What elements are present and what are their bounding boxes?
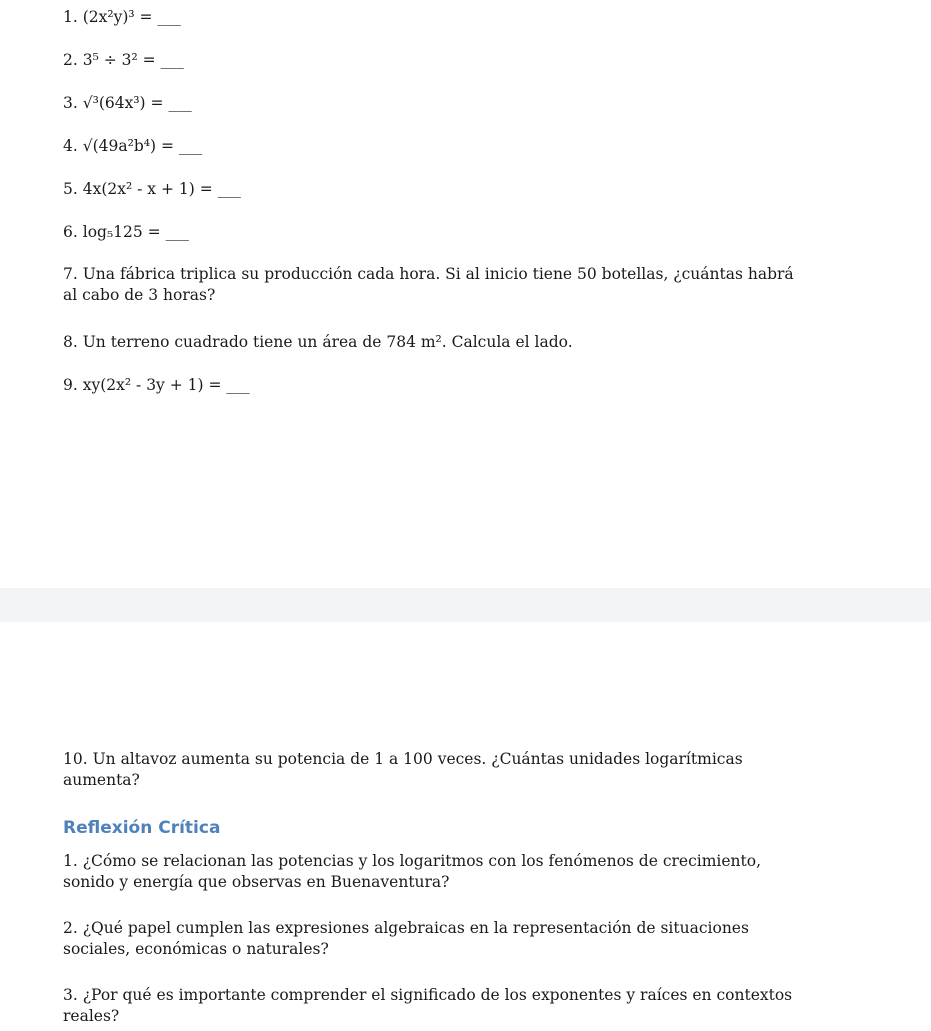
exercise-text: 4x(2x² - x + 1) = ___ (82, 180, 241, 198)
exercise-1 (63, 7, 823, 28)
exercise-9 (63, 375, 823, 396)
reflection-question-3 (63, 985, 823, 1027)
question-text: ¿Qué papel cumplen las expresiones algebraicas en la representación de situaciones sociales, económicas o naturales? (63, 919, 749, 958)
exercise-text: Un altavoz aumenta su potencia de 1 a 100 veces. ¿Cuántas unidades logarítmicas aumenta? (63, 750, 743, 789)
exercise-7 (63, 264, 808, 306)
exercise-text: Una fábrica triplica su producción cada hora. Si al inicio tiene 50 botellas, ¿cuántas habrá al cabo de 3 horas? (63, 265, 794, 304)
exercise-10 (63, 749, 783, 791)
exercise-text: xy(2x² - 3y + 1) = ___ (82, 376, 250, 394)
exercise-number: 1. (63, 8, 78, 26)
exercise-number: 4. (63, 137, 78, 155)
exercise-number: 6. (63, 223, 78, 241)
question-number: 2. (63, 919, 78, 937)
exercise-number: 9. (63, 376, 78, 394)
exercise-number: 10. (63, 750, 88, 768)
exercise-text: √³(64x³) = ___ (82, 94, 192, 112)
question-text: ¿Por qué es importante comprender el significado de los exponentes y raíces en contextos reales? (63, 986, 793, 1025)
exercise-number: 3. (63, 94, 78, 112)
page-break-gap (0, 588, 931, 622)
exercise-2 (63, 50, 823, 71)
exercise-8 (63, 332, 823, 353)
exercise-number: 7. (63, 265, 78, 283)
exercise-4 (63, 136, 823, 157)
question-number: 3. (63, 986, 78, 1004)
exercise-text: Un terreno cuadrado tiene un área de 784 m². Calcula el lado. (82, 333, 573, 351)
exercise-text: 3⁵ ÷ 3² = ___ (82, 51, 184, 69)
exercise-number: 2. (63, 51, 78, 69)
question-number: 1. (63, 852, 78, 870)
question-text: ¿Cómo se relacionan las potencias y los logaritmos con los fenómenos de crecimiento, sonido y energía que observas en Buenaventura? (63, 852, 762, 891)
reflection-question-2 (63, 918, 808, 960)
exercise-number: 5. (63, 180, 78, 198)
exercise-text: (2x²y)³ = ___ (82, 8, 181, 26)
reflection-heading: Reflexión Crítica (63, 818, 221, 838)
exercise-text: log₅125 = ___ (82, 223, 189, 241)
exercise-6 (63, 222, 823, 243)
exercise-number: 8. (63, 333, 78, 351)
exercise-text: √(49a²b⁴) = ___ (82, 137, 203, 155)
reflection-question-1 (63, 851, 808, 893)
exercise-5 (63, 179, 823, 200)
exercise-3 (63, 93, 823, 114)
